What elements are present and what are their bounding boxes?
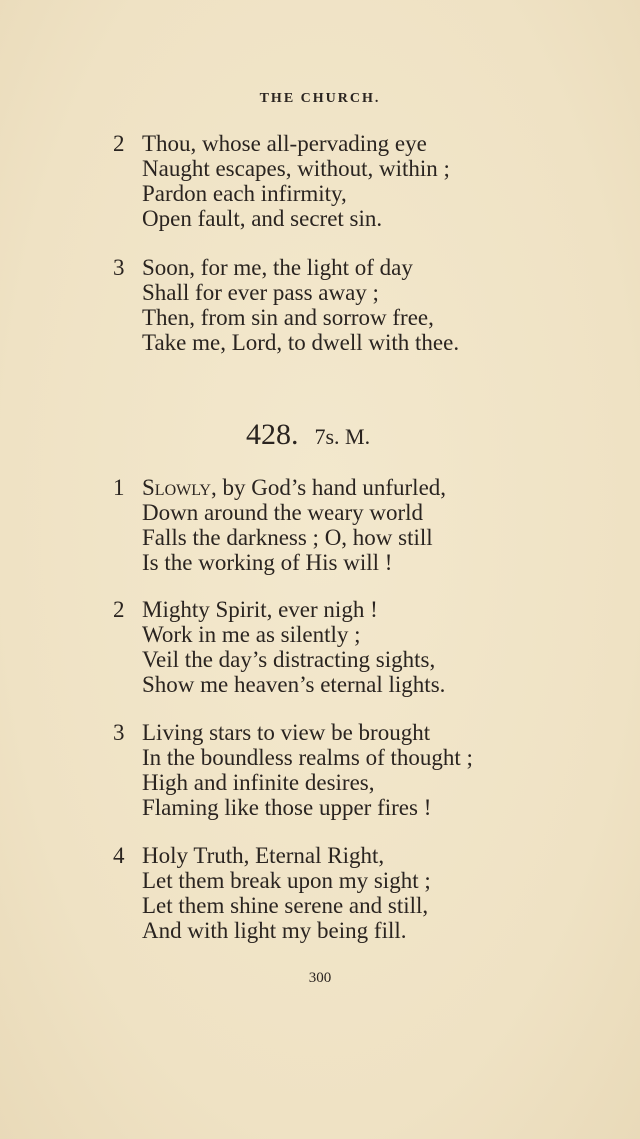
stanza-line-text: Let them break upon my sight ; xyxy=(142,868,431,893)
first-word: Slowly xyxy=(142,475,211,500)
stanza-line-text: In the boundless realms of thought ; xyxy=(142,745,473,770)
hymn-stanza-1 xyxy=(113,475,446,575)
stanza-line xyxy=(113,131,450,156)
stanza-line xyxy=(113,795,473,820)
stanza-line xyxy=(113,647,445,672)
stanza-line-text: Pardon each infirmity, xyxy=(142,181,347,206)
stanza-line-text: Falls the darkness ; O, how still xyxy=(142,525,433,550)
stanza-line-text: Show me heaven’s eternal lights. xyxy=(142,672,446,697)
stanza-line-text: Thou, whose all-pervading eye xyxy=(142,131,427,156)
stanza-line-text: Shall for ever pass away ; xyxy=(142,280,379,305)
stanza-line xyxy=(113,550,446,575)
stanza-line-text: , by God’s hand unfurled, xyxy=(210,475,447,500)
stanza-line-text: Work in me as silently ; xyxy=(142,622,361,647)
hymn-meter: 7s. M. xyxy=(314,424,371,449)
stanza-line xyxy=(113,622,445,647)
stanza-line xyxy=(113,597,445,622)
stanza-line-text: And with light my being fill. xyxy=(142,918,407,943)
stanza-line-text: Naught escapes, without, within ; xyxy=(142,156,450,181)
stanza-line xyxy=(113,255,459,280)
stanza-line-text: Open fault, and secret sin. xyxy=(142,206,383,231)
stanza-line xyxy=(113,770,473,795)
stanza-line-text: Then, from sin and sorrow free, xyxy=(142,305,434,330)
hymn-stanza-4 xyxy=(113,843,431,943)
stanza-line-text: Down around the weary world xyxy=(142,500,424,525)
stanza-line xyxy=(113,280,459,305)
stanza-line xyxy=(113,181,450,206)
stanza-line xyxy=(113,893,431,918)
stanza-line xyxy=(113,475,446,500)
stanza-number: 2 xyxy=(113,597,125,622)
stanza-line xyxy=(113,745,473,770)
stanza-number: 2 xyxy=(113,131,125,156)
hymn-stanza-3 xyxy=(113,720,473,820)
stanza-line-text: Is the working of His will ! xyxy=(142,550,393,575)
prev-hymn-stanza-2 xyxy=(113,131,450,231)
stanza-line-text: Take me, Lord, to dwell with thee. xyxy=(142,330,460,355)
hymn-number: 428. xyxy=(246,418,299,451)
stanza-line-text: Let them shine serene and still, xyxy=(142,893,429,918)
stanza-line xyxy=(113,672,445,697)
stanza-number: 3 xyxy=(113,720,125,745)
stanza-line xyxy=(113,918,431,943)
stanza-line xyxy=(113,500,446,525)
stanza-line xyxy=(113,525,446,550)
stanza-line-text: Veil the day’s distracting sights, xyxy=(142,647,436,672)
stanza-line xyxy=(113,843,431,868)
stanza-number: 1 xyxy=(113,475,125,500)
stanza-line-text: Soon, for me, the light of day xyxy=(142,255,413,280)
stanza-line-text: Flaming like those upper fires ! xyxy=(142,795,432,820)
hymn-heading xyxy=(246,418,370,452)
prev-hymn-stanza-3 xyxy=(113,255,459,355)
stanza-line xyxy=(113,206,450,231)
stanza-line-text: High and infinite desires, xyxy=(142,770,375,795)
stanza-line xyxy=(113,156,450,181)
running-head: THE CHURCH. xyxy=(259,91,381,106)
stanza-line xyxy=(113,720,473,745)
stanza-line-text: Living stars to view be brought xyxy=(142,720,431,745)
stanza-line xyxy=(113,330,459,355)
stanza-line xyxy=(113,868,431,893)
stanza-line xyxy=(113,305,459,330)
page-number: 300 xyxy=(308,970,332,986)
stanza-number: 3 xyxy=(113,255,125,280)
hymn-stanza-2 xyxy=(113,597,445,697)
stanza-line-text: Mighty Spirit, ever nigh ! xyxy=(142,597,378,622)
stanza-number: 4 xyxy=(113,843,125,868)
stanza-line-text: Holy Truth, Eternal Right, xyxy=(142,843,385,868)
